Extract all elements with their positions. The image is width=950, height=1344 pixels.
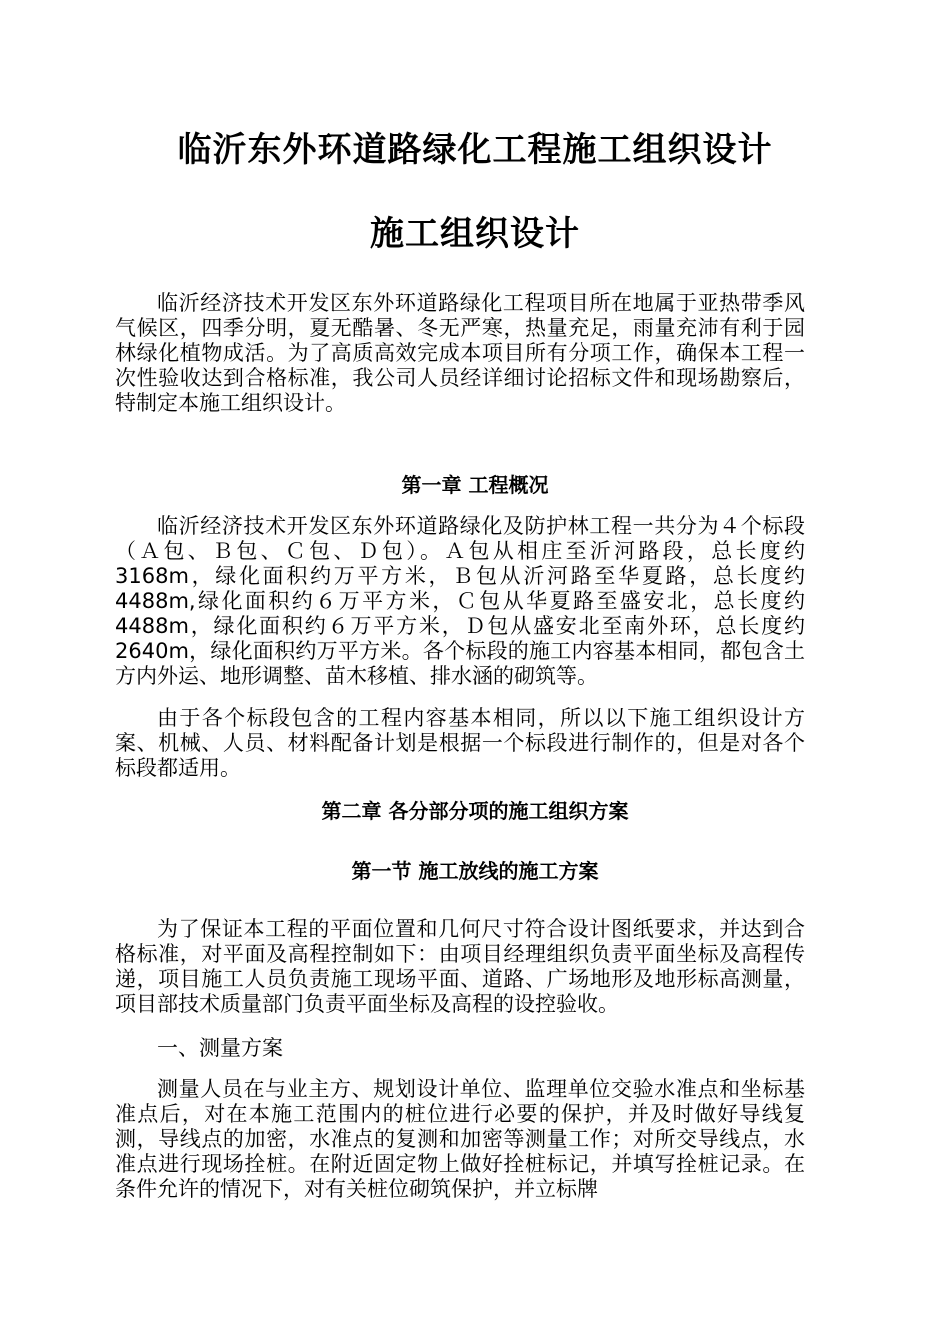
- survey-subheading: 一、测量方案: [157, 1036, 283, 1060]
- chapter1-paragraph-1: 临沂经济技术开发区东外环道路绿化及防护林工程一共分为４个标段（Ａ包、Ｂ包、Ｃ包、Ｄ包）。Ａ包从相庄至沂河路段，总长度约3168m，绿化面积约万平方米，Ｂ包从沂河路至华夏路，总长度约4488m,绿化面积约６万平方米，Ｃ包从华夏路至盛安北，总长度约4488m，绿化面积约６万平方米，Ｄ包从盛安北至南外环，总长度约2640m，绿化面积约万平方米。各个标段的施工内容基本相同，都包含土方内外运、地形调整、苗木移植、排水涵的砌筑等。: [115, 514, 805, 688]
- document-subtitle: 施工组织设计: [370, 214, 580, 254]
- section1-heading: 第一节 施工放线的施工方案: [351, 859, 599, 883]
- document-title: 临沂东外环道路绿化工程施工组织设计: [177, 130, 773, 170]
- section1-paragraph-1: 为了保证本工程的平面位置和几何尺寸符合设计图纸要求，并达到合格标准，对平面及高程控制如下：由项目经理组织负责平面坐标及高程传递，项目施工人员负责施工现场平面、道路、广场地形及地形标高测量，项目部技术质量部门负责平面坐标及高程的设控验收。: [115, 917, 805, 1016]
- survey-paragraph: 测量人员在与业主方、规划设计单位、监理单位交验水准点和坐标基准点后，对在本施工范围内的桩位进行必要的保护，并及时做好导线复测，导线点的加密，水准点的复测和加密等测量工作；对所交导线点，水准点进行现场拴桩。在附近固定物上做好拴桩标记，并填写拴桩记录。在条件允许的情况下，对有关桩位砌筑保护，并立标牌: [115, 1077, 805, 1201]
- intro-paragraph: 临沂经济技术开发区东外环道路绿化工程项目所在地属于亚热带季风气候区，四季分明，夏无酷暑、冬无严寒，热量充足，雨量充沛有利于园林绿化植物成活。为了高质高效完成本项目所有分项工作，确保本工程一次性验收达到合格标准，我公司人员经详细讨论招标文件和现场勘察后，特制定本施工组织设计。: [115, 291, 805, 415]
- chapter2-heading: 第二章 各分部分项的施工组织方案: [321, 799, 629, 823]
- chapter1-heading: 第一章 工程概况: [401, 473, 549, 497]
- chapter1-paragraph-2: 由于各个标段包含的工程内容基本相同，所以以下施工组织设计方案、机械、人员、材料配备计划是根据一个标段进行制作的，但是对各个标段都适用。: [115, 706, 805, 780]
